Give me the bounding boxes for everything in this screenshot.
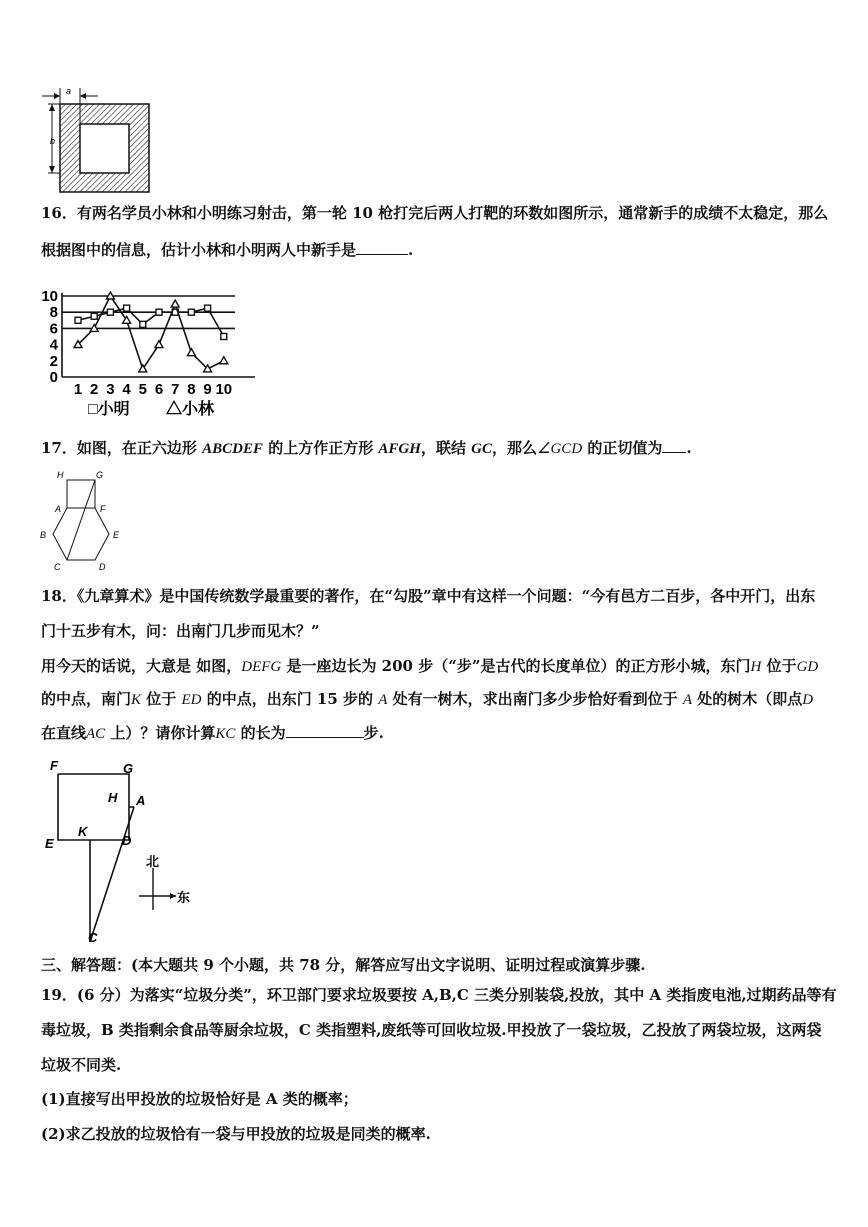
series-line-xiaolin [78, 296, 224, 369]
q17-text: 17．如图，在正六边形 ABCDEF 的上方作正方形 AFGH，联结 GC，那么∠GCD 的正切值为 . [41, 439, 692, 457]
point-square [156, 309, 162, 315]
q18-line5: 在直线AC 上）？请你计算KC 的长为 步. [41, 724, 384, 742]
segment-name: GC [471, 441, 493, 457]
q18-line3: 用今天的话说，大意是 如图，DEFG 是一座边长为 200 步（“步”是古代的长度单位）的正方形小城，东门H 位于GD [41, 657, 819, 675]
point-square [107, 309, 113, 315]
pt-D: D [122, 833, 132, 848]
pt-B: B [40, 530, 47, 540]
point-triangle [220, 357, 228, 364]
north-label: 北 [146, 854, 160, 869]
point-square [221, 334, 227, 340]
label-b: b [50, 136, 56, 146]
y-tick-label: 10 [41, 288, 58, 305]
q16-answer-blank [356, 240, 408, 255]
q19-sub2: (2)求乙投放的垃圾恰有一袋与甲投放的垃圾是同类的概率. [41, 1125, 431, 1143]
point-square [205, 305, 211, 311]
pt-C: C [54, 562, 61, 572]
pt-D: D [99, 562, 106, 572]
hexagon-square-figure [36, 466, 131, 572]
legend-xiaoming: □小明 [88, 401, 130, 418]
pt-H: H [108, 790, 118, 805]
point-triangle [90, 324, 98, 331]
pt-K: K [78, 824, 88, 839]
q18-line2: 门十五步有木，问：出南门几步而见木？” [41, 622, 320, 640]
point-square [91, 313, 97, 319]
q19-line2: 毒垃圾，B 类指剩余食品等厨余垃圾，C 类指塑料,废纸等可回收垃圾.甲投放了一袋垃圾，乙投放了两袋垃圾，这两袋 [41, 1021, 822, 1039]
pt-G: G [96, 470, 104, 480]
pt-C: C [88, 930, 98, 945]
city-figure [40, 756, 200, 948]
point-triangle [155, 341, 163, 348]
x-tick-label: 6 [154, 381, 164, 398]
section-heading: 三、解答题：(本大题共 9 个小题，共 78 分，解答应写出文字说明、证明过程或演算步骤. [41, 956, 646, 974]
y-tick-label: 8 [49, 304, 58, 322]
q16-period: . [408, 241, 414, 259]
point-square [140, 321, 146, 327]
q16-line2 [41, 240, 831, 260]
pt-F: F [50, 758, 58, 773]
pt-A: A [136, 793, 146, 808]
q19-line1: 19．(6 分）为落实“垃圾分类”，环卫部门要求垃圾要按 A,B,C 三类分别装袋,投放，其中 A 类指废电池,过期药品等有 [41, 986, 837, 1004]
label-a: a [66, 86, 72, 96]
east-label: 东 [177, 890, 191, 905]
point-square [75, 317, 81, 323]
angle-name: ∠GCD [537, 441, 583, 457]
hexagon-name: ABCDEF [202, 441, 263, 457]
q18-answer-blank [286, 723, 364, 738]
q17-answer-blank [662, 438, 686, 453]
point-triangle [171, 300, 179, 307]
q19-sub1: (1)直接写出甲投放的垃圾恰好是 A 类的概率； [41, 1090, 358, 1108]
y-tick-label: 6 [49, 320, 58, 338]
square-name: AFGH [378, 441, 421, 457]
frame-figure [38, 86, 158, 196]
pt-G: G [123, 761, 134, 776]
x-tick-label: 3 [106, 381, 115, 398]
pt-E: E [113, 530, 120, 540]
q19-line3: 垃圾不同类. [41, 1056, 122, 1074]
y-tick-label: 0 [49, 369, 58, 386]
point-square [188, 309, 194, 315]
x-tick-label: 4 [122, 381, 131, 398]
y-tick-label: 2 [49, 352, 58, 370]
q18-line4: 的中点，南门K 位于 ED 的中点，出东门 15 步的 A 处有一树木，求出南门多少步恰好看到位于 A 处的树木（即点D [41, 690, 814, 708]
point-square [124, 305, 130, 311]
q16-text: 根据图中的信息，估计小林和小明两人中新手是 [41, 241, 357, 259]
x-tick-label: 5 [138, 381, 147, 398]
y-tick-label: 4 [49, 336, 58, 354]
pt-E: E [45, 836, 54, 851]
shooting-scores-chart [40, 282, 270, 422]
pt-A: A [55, 504, 62, 514]
x-tick-label: 9 [203, 381, 212, 398]
q18-line1: 18．《九章算术》是中国传统数学最重要的著作，在“勾股”章中有这样一个问题：“今有邑方二百步，各中开门，出东 [41, 587, 816, 605]
pt-H: H [57, 470, 64, 480]
x-tick-label: 1 [73, 381, 83, 398]
legend-xiaolin: △小林 [166, 401, 215, 418]
pt-F: F [100, 504, 106, 514]
point-triangle [187, 349, 195, 356]
point-triangle [106, 292, 114, 299]
x-tick-label: 2 [90, 381, 99, 398]
x-tick-label: 8 [187, 381, 196, 398]
x-tick-label: 7 [171, 381, 180, 398]
x-tick-label: 10 [215, 381, 233, 398]
q16-line1: 16．有两名学员小林和小明练习射击，第一轮 10 枪打完后两人打靶的环数如图所示，通常新手的成绩不太稳定，那么 [41, 204, 829, 222]
